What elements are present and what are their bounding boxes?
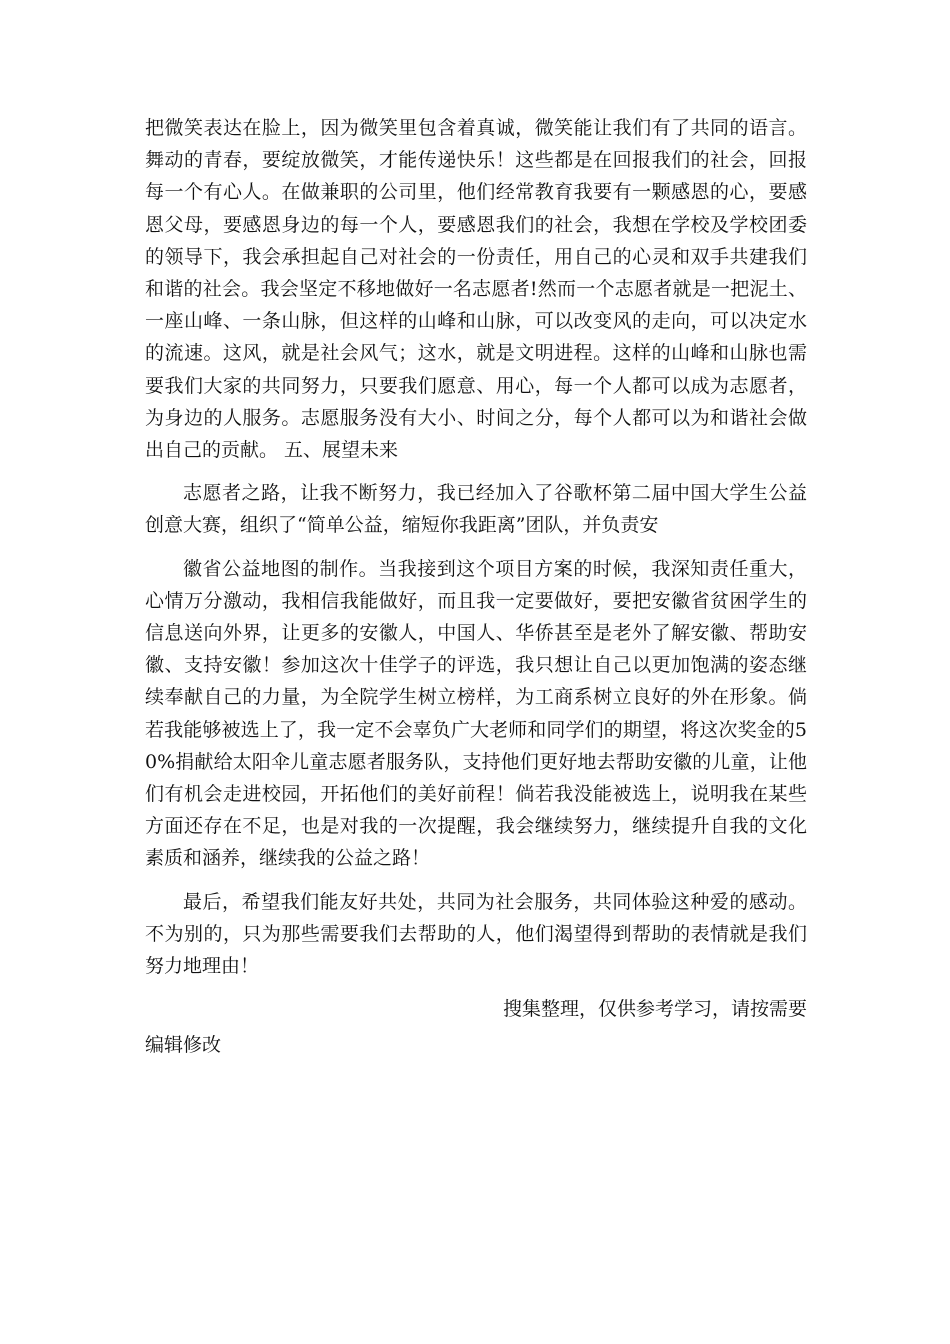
paragraph-volunteer-path: 志愿者之路，让我不断努力，我已经加入了谷歌杯第二届中国大学生公益创意大赛，组织了“简单公益，缩短你我距离”团队，并负责安: [145, 482, 807, 537]
paragraph-volunteer-reflection: 把微笑表达在脸上，因为微笑里包含着真诚，微笑能让我们有了共同的语言。舞动的青春，要绽放微笑，才能传递快乐！这些都是在回报我们的社会，回报每一个有心人。在做兼职的公司里，他们经常教育我要有一颗感恩的心，要感恩父母，要感恩身边的每一个人，要感恩我们的社会，我想在学校及学校团委的领导下，我会承担起自己对社会的一份责任，用自己的心灵和双手共建我们和谐的社会。我会坚定不移地做好一名志愿者!然而一个志愿者就是一把泥土、一座山峰、一条山脉，但这样的山峰和山脉，可以改变风的走向，可以决定水的流速。这风，就是社会风气；这水，就是文明进程。这样的山峰和山脉也需要我们大家的共同努力，只要我们愿意、用心，每一个人都可以成为志愿者，为身边的人服务。志愿服务没有大小、时间之分，每个人都可以为和谐社会做出自己的贡献。 五、展望未来: [145, 117, 807, 462]
document-body: [145, 112, 807, 1062]
paragraph-closing: 最后，希望我们能友好共处，共同为社会服务，共同体验这种爱的感动。不为别的，只为那些需要我们去帮助的人，他们渴望得到帮助的表情就是我们努力地理由！: [145, 890, 807, 978]
footer-note-right: 搜集整理，仅供参考学习，请按需要: [502, 998, 807, 1021]
footer-note-left: 编辑修改: [145, 1034, 222, 1057]
paragraph-anhui-map-project: 徽省公益地图的制作。当我接到这个项目方案的时候，我深知责任重大，心情万分激动，我相信我能做好，而且我一定要做好，要把安徽省贫困学生的信息送向外界，让更多的安徽人，中国人、华侨甚至是老外了解安徽、帮助安徽、支持安徽！参加这次十佳学子的评选，我只想让自己以更加饱满的姿态继续奉献自己的力量，为全院学生树立榜样，为工商系树立良好的外在形象。倘若我能够被选上了，我一定不会辜负广大老师和同学们的期望，将这次奖金的50%捐献给太阳伞儿童志愿者服务队，支持他们更好地去帮助安徽的儿童，让他们有机会走进校园，开拓他们的美好前程！倘若我没能被选上，说明我在某些方面还存在不足，也是对我的一次提醒，我会继续努力，继续提升自我的文化素质和涵养，继续我的公益之路！: [145, 557, 807, 870]
